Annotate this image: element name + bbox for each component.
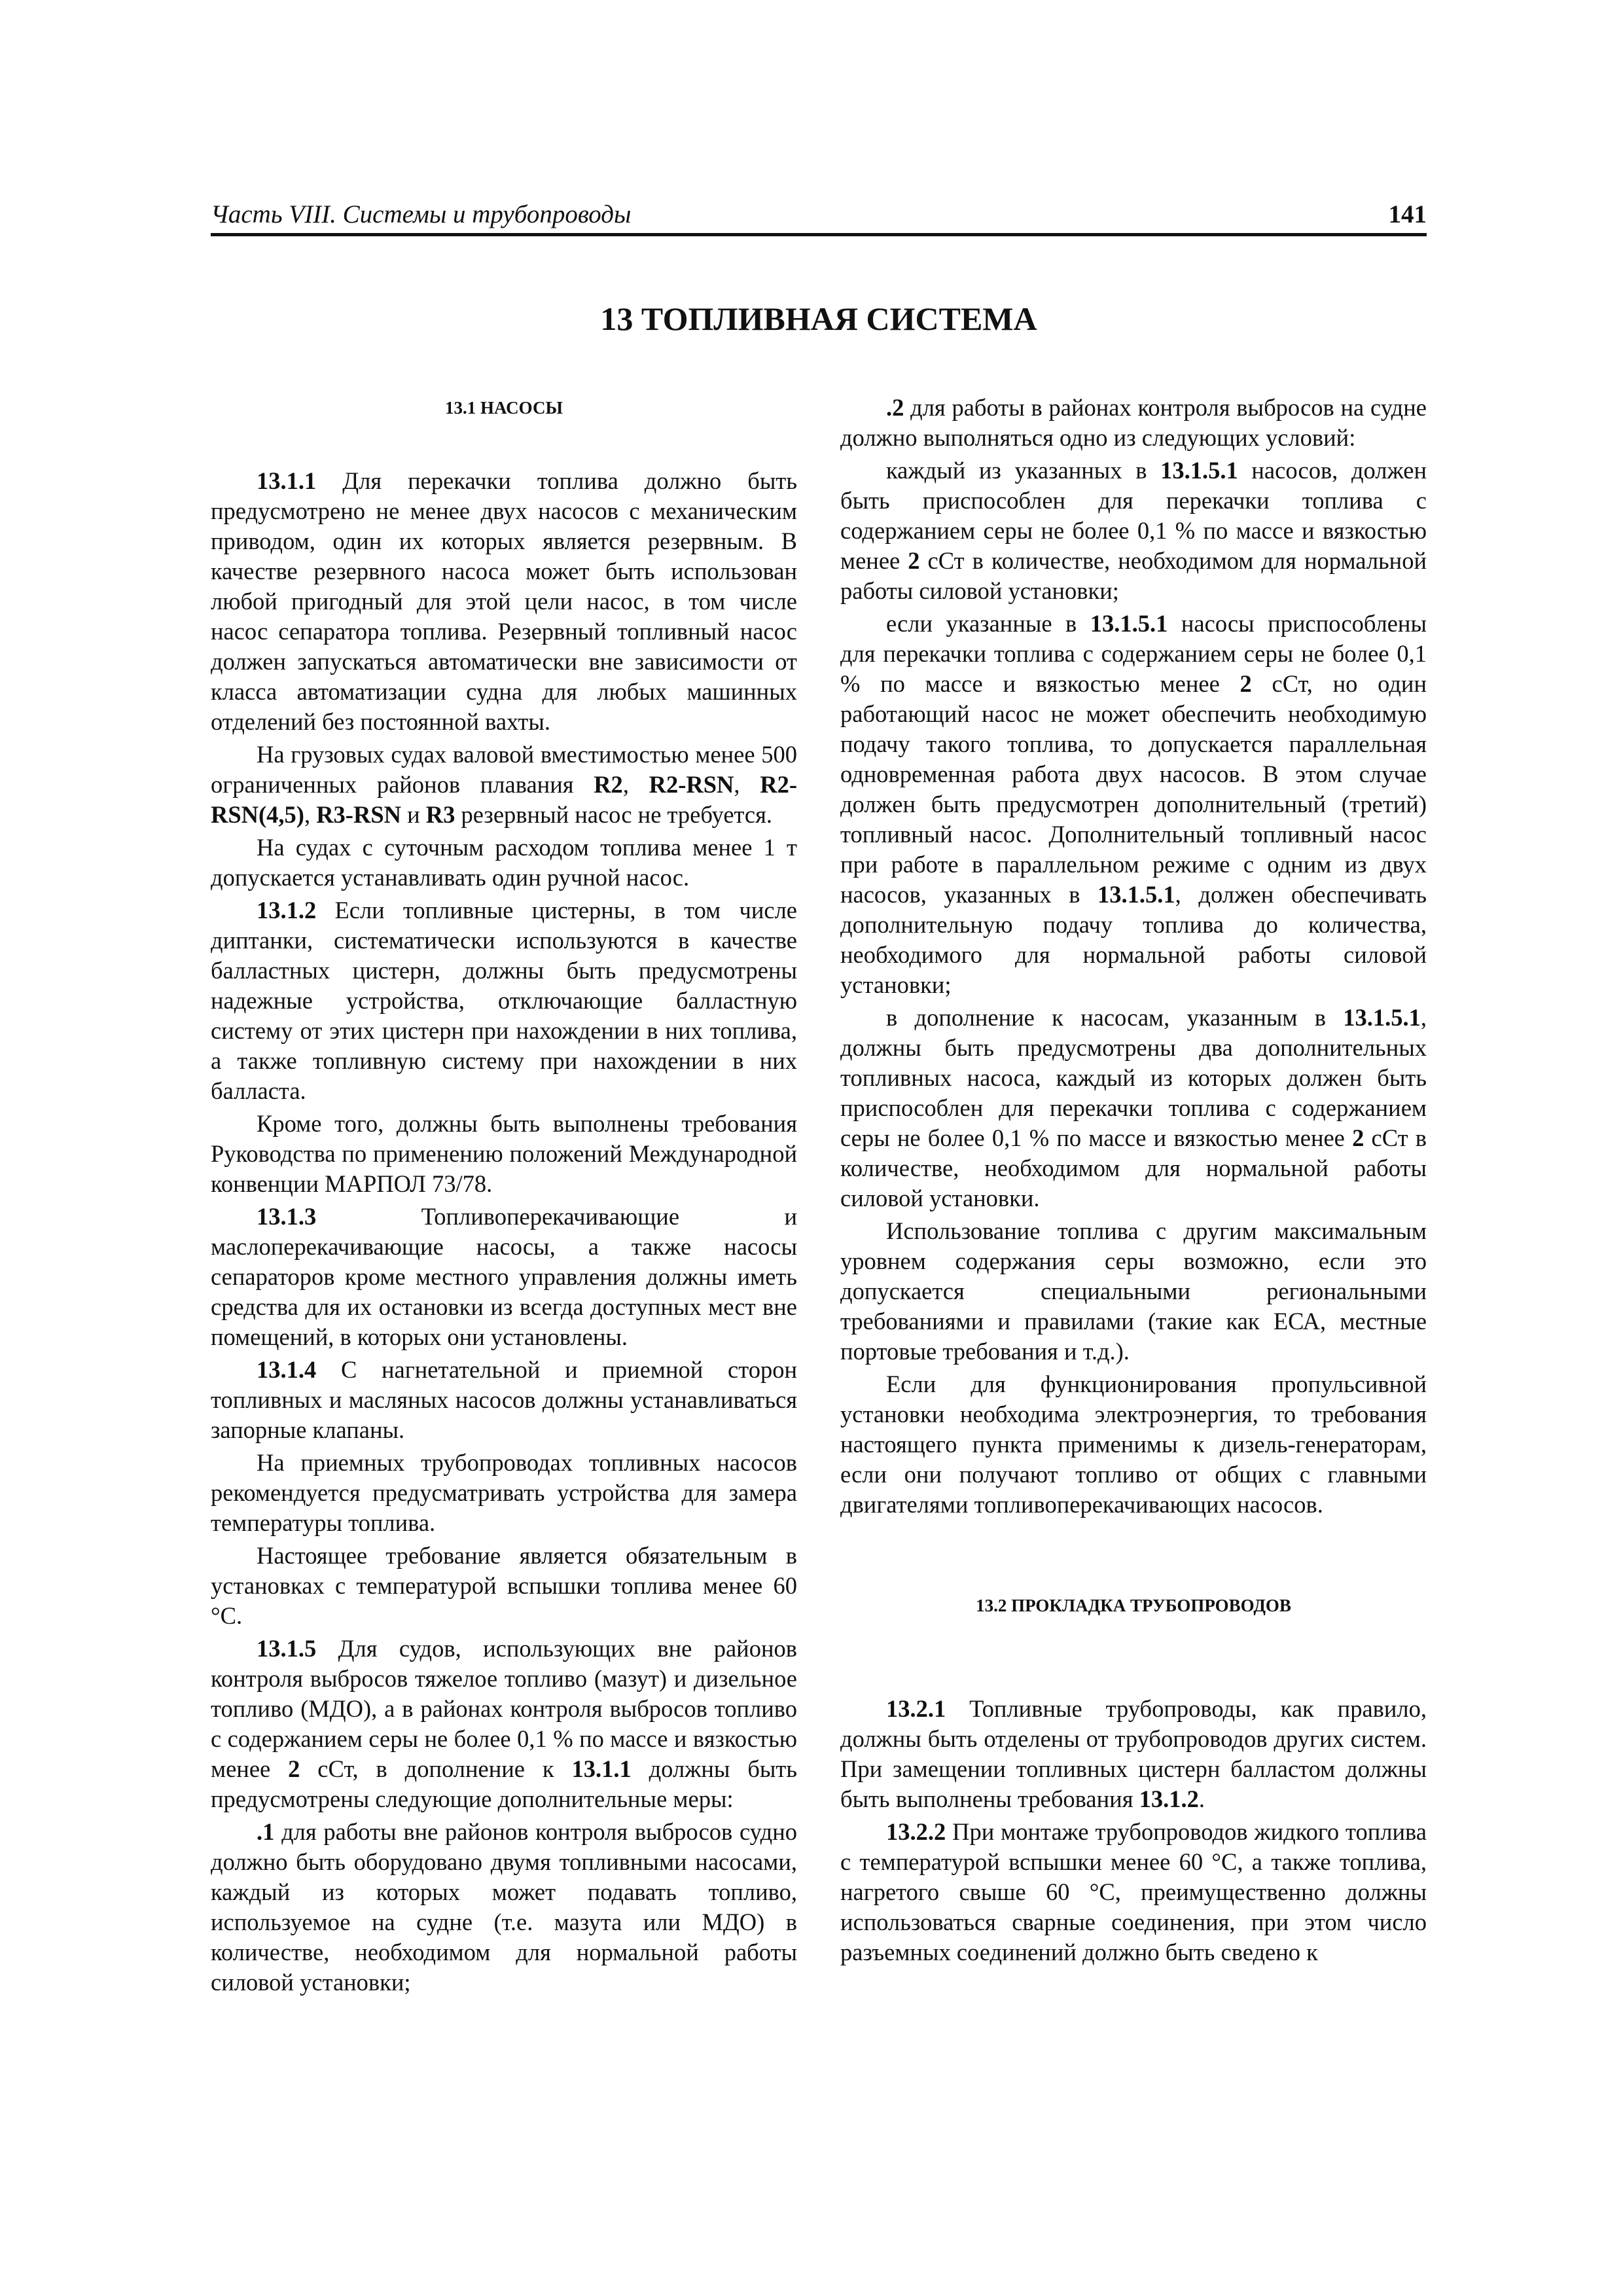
paragraph-text: сСт в количестве, необходимом для нормальной работы силовой установки. [840,1124,1427,1211]
paragraph-text: для работы вне районов контроля выбросов судно должно быть оборудовано двумя топливными насосами, каждый из которых может подавать топливо, используемое на судне (т.е. мазута или МДО) в количестве, необходимом для нормальной работы силовой установки; [211,1818,797,1996]
paragraph-text: Топливные трубопроводы, как правило, должны быть отделены от трубопроводов других систем. При замещении топливных цистерн балластом должны быть выполнены требования [840,1695,1427,1812]
clause-number: 13.1.2 [257,897,317,924]
clause-reference: 13.1.2 [1139,1785,1199,1812]
bold-value: 2 [1352,1124,1364,1151]
paragraph-text: в дополнение к насосам, указанным в [886,1004,1344,1031]
paragraph-text: если указанные в [886,610,1090,637]
paragraph-text: должны быть предусмотрены следующие дополнительные меры: [211,1755,798,1812]
paragraph-text: Топливоперекачивающие и маслоперекачивающие насосы, а также насосы сепараторов кроме местного управления должны иметь средства для их остановки из всегда доступных мест вне помещений, в которых они установлены. [211,1203,797,1350]
item-number: .2 [886,394,904,421]
bold-value: 2 [1240,670,1252,697]
paragraph-text: каждый из указанных в [886,457,1161,484]
paragraph-text: , [622,771,649,798]
paragraph-text: Для перекачки топлива должно быть предусмотрено не менее двух насосов с механическим приводом, один их которых является резервным. В качестве резервного насоса может быть использован любой пригодный для этой цели насос, в том числе насос сепаратора топлива. Резервный топливный насос должен запускаться автоматически вне зависимости от класса автоматизации судна для любых машинных отделений без постоянной вахты. [211,467,797,735]
paragraph-text: , должны быть предусмотрены два дополнительных топливных насоса, каждый из которых должен быть приспособлен для перекачки топлива с содержанием серы не более 0,1 % по массе и вязкостью менее [840,1004,1427,1151]
paragraph-text: сСт в количестве, необходимом для нормальной работы силовой установки; [840,547,1427,604]
paragraph-text: . [1198,1785,1205,1812]
region-code: R3 [425,801,455,828]
paragraph-text: , [304,801,317,828]
paragraph-text: , должен обеспечивать дополнительную подачу топлива до количества, необходимого для нормальной работы силовой установки; [840,881,1427,998]
paragraph-text: насосы приспособлены для перекачки топлива с содержанием серы не более 0,1 % по массе и вязкостью менее [840,610,1427,697]
paragraph-13-1-1 [211,466,797,737]
paragraph-13-2-1 [840,1694,1427,1814]
paragraph: На судах с суточным расходом топлива менее 1 т допускается устанавливать один ручной насос. [211,834,797,891]
paragraph-text: Для судов, использующих вне районов контроля выбросов тяжелое топливо (мазут) и дизельное топливо (МДО), а в районах контроля выбросов топливо с содержанием серы не более 0,1 % по массе и вязкостью менее [211,1635,797,1782]
left-column [211,393,797,2000]
paragraph [211,740,797,830]
paragraph-text: сСт, но один работающий насос не может обеспечить необходимую подачу такого топлива, то допускается параллельная одновременная работа двух насосов. В этом случае должен быть предусмотрен дополнительный (третий) топливный насос. Дополнительный топливный насос при работе в параллельном режиме с одним из двух насосов, указанных в [840,670,1427,908]
page-header [211,196,1427,236]
paragraph-text: При монтаже трубопроводов жидкого топлива с температурой вспышки менее 60 °С, а также топлива, нагретого свыше 60 °С, преимущественно должны использоваться сварные соединения, при этом число разъемных соединений должно быть сведено к [840,1818,1427,1965]
paragraph: Использование топлива с другим максимальным уровнем содержания серы возможно, если это допускается специальными региональными требованиями и правилами (такие как ЕСА, местные портовые требования и т.д.). [840,1217,1427,1365]
paragraph: Настоящее требование является обязательным в установках с температурой вспышки топлива менее 60 °С. [211,1542,797,1629]
section-title-13-2: 13.2 ПРОКЛАДКА ТРУБОПРОВОДОВ [976,1596,1291,1615]
paragraph-13-1-2 [211,895,797,1106]
clause-reference: 13.1.5.1 [1160,457,1238,484]
paragraph-text: для работы в районах контроля выбросов на судне должно выполняться одно из следующих условий: [840,394,1427,451]
region-code: R2-RSN(4,5) [211,771,797,828]
paragraph: Кроме того, должны быть выполнены требования Руководства по применению положений Международной конвенции МАРПОЛ 73/78. [211,1110,797,1197]
clause-reference: 13.1.5.1 [1090,610,1168,637]
clause-number: 13.1.3 [257,1203,317,1230]
right-column [840,393,1427,1970]
paragraph-13-2-2 [840,1817,1427,1967]
bold-value: 2 [908,547,920,574]
bold-value: 2 [288,1755,300,1782]
section-title-13-1: 13.1 НАСОСЫ [445,398,563,418]
paragraph [840,456,1427,606]
paragraph-text: На грузовых судах валовой вместимостью менее 500 ограниченных районов плавания [211,741,797,798]
region-code: R3-RSN [316,801,401,828]
clause-reference: 13.1.5.1 [1097,881,1175,908]
clause-reference: 13.1.1 [571,1755,632,1782]
item-number: .1 [257,1818,275,1845]
paragraph-item-1 [211,1817,797,1998]
paragraph [840,1003,1427,1213]
page-number: 141 [1388,200,1427,228]
clause-reference: 13.1.5.1 [1343,1004,1421,1031]
clause-number: 13.1.5 [257,1635,317,1662]
clause-number: 13.2.1 [886,1695,946,1722]
paragraph-text: С нагнетательной и приемной сторон топливных и масляных насосов должны устанавливаться запорные клапаны. [211,1356,797,1443]
paragraph-text: , [734,771,760,798]
paragraph-text: резервный насос не требуется. [455,801,773,828]
paragraph-text: и [401,801,426,828]
clause-number: 13.2.2 [886,1818,946,1845]
paragraph-text: сСт, в дополнение к [300,1755,572,1782]
paragraph-text: Если топливные цистерны, в том числе диптанки, систематически используются в качестве балластных цистерн, должны быть предусмотрены надежные устройства, отключающие балластную систему от этих цистерн при нахождении в них топлива, а также топливную систему при нахождении в них балласта. [211,897,797,1104]
paragraph-item-2 [840,393,1427,453]
paragraph: Если для функционирования пропульсивной установки необходима электроэнергия, то требования настоящего пункта применимы к дизель-генераторам, если они получают топливо от общих с главными двигателями топливоперекачивающих насосов. [840,1371,1427,1518]
paragraph: На приемных трубопроводах топливных насосов рекомендуется предусматривать устройства для замера температуры топлива. [211,1449,797,1536]
clause-number: 13.1.4 [257,1356,317,1383]
paragraph-text: насосов, должен быть приспособлен для перекачки топлива с содержанием серы не более 0,1 % по массе и вязкостью менее [840,457,1427,574]
running-head: Часть VIII. Системы и трубопроводы [211,200,632,228]
region-code: R2-RSN [649,771,734,798]
clause-number: 13.1.1 [257,467,317,494]
paragraph [840,609,1427,1000]
region-code: R2 [594,771,623,798]
paragraph-13-1-3 [211,1202,797,1352]
chapter-title: 13 ТОПЛИВНАЯ СИСТЕМА [600,300,1037,337]
paragraph-13-1-5 [211,1634,797,1814]
paragraph-13-1-4 [211,1355,797,1445]
